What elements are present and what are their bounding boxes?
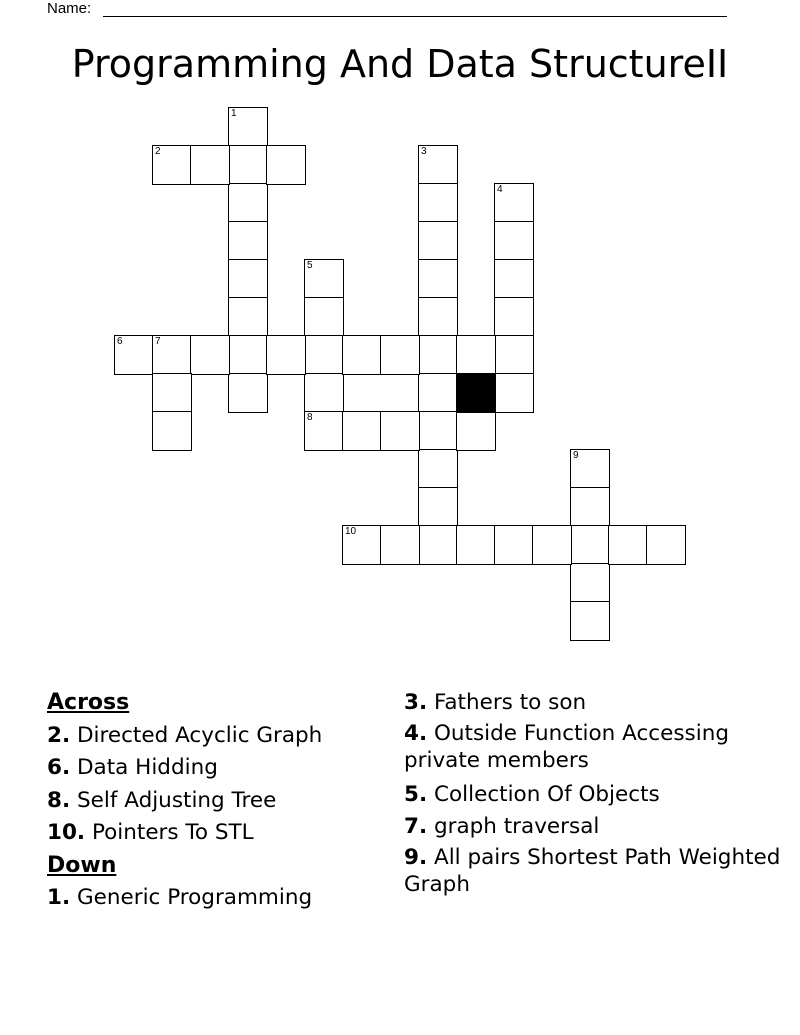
grid-cell[interactable] [419, 374, 457, 412]
grid-cell[interactable] [229, 260, 267, 298]
grid-cell[interactable] [229, 298, 267, 336]
grid-cell[interactable] [647, 526, 685, 564]
grid-cell[interactable] [419, 146, 457, 184]
grid-cell[interactable] [305, 298, 343, 336]
clue-number: 2 [155, 146, 161, 157]
clue-down-1: 1. Generic Programming [47, 885, 313, 910]
grid-cell[interactable] [419, 336, 457, 374]
grid-cell[interactable] [495, 526, 533, 564]
grid-cell[interactable] [305, 260, 343, 298]
grid-cell[interactable] [191, 146, 229, 184]
clue-number: 9 [573, 450, 579, 461]
grid-cell[interactable] [457, 412, 495, 450]
page-title: Programming And Data StructureII [71, 42, 729, 86]
clue-across-10: 10. Pointers To STL [47, 820, 254, 845]
grid-cell[interactable] [419, 412, 457, 450]
grid-cell[interactable] [571, 564, 609, 602]
grid-cell[interactable] [191, 336, 229, 374]
clue-across-2: 2. Directed Acyclic Graph [47, 722, 323, 748]
grid-cell[interactable] [229, 146, 267, 184]
grid-cell[interactable] [115, 336, 153, 374]
clue-number: 10 [345, 526, 357, 537]
grid-cell[interactable] [343, 526, 381, 564]
grid-cell[interactable] [153, 146, 191, 184]
clues-column-left [47, 687, 387, 915]
name-label: Name: [47, 0, 92, 17]
grid-cell[interactable] [229, 222, 267, 260]
clue-number: 4 [497, 184, 503, 195]
clue-number: 3 [421, 146, 427, 157]
clue-down-3: 3. Fathers to son [404, 690, 587, 715]
grid-cell[interactable] [153, 336, 191, 374]
grid-cell[interactable] [495, 260, 533, 298]
grid-cell[interactable] [571, 602, 609, 640]
grid-cell[interactable] [495, 298, 533, 336]
grid-cell[interactable] [153, 412, 191, 450]
clues-column-right [404, 687, 784, 903]
grid-cell[interactable] [305, 374, 343, 412]
name-line [103, 16, 727, 17]
clue-across-6: 6. Data Hidding [47, 755, 218, 780]
grid-cell[interactable] [609, 526, 647, 564]
grid-cell[interactable] [419, 222, 457, 260]
grid-cell[interactable] [305, 412, 343, 450]
grid-cell[interactable] [305, 336, 343, 374]
grid-cell[interactable] [153, 374, 191, 412]
grid-cell[interactable] [343, 336, 381, 374]
clue-across-8: 8. Self Adjusting Tree [47, 787, 277, 813]
clue-number: 8 [307, 412, 313, 423]
grid-cell[interactable] [267, 336, 305, 374]
grid-cell[interactable] [457, 526, 495, 564]
across-heading: Across [47, 690, 130, 715]
grid-cell[interactable] [495, 374, 533, 412]
grid-cell[interactable] [229, 108, 267, 146]
grid-block [457, 374, 495, 412]
grid-cell[interactable] [419, 298, 457, 336]
clue-number: 1 [231, 108, 237, 119]
clue-number: 7 [155, 336, 161, 347]
grid-cell[interactable] [229, 374, 267, 412]
grid-cell[interactable] [495, 184, 533, 222]
grid-cell[interactable] [571, 526, 609, 564]
grid-cell[interactable] [381, 412, 419, 450]
grid-cell[interactable] [495, 222, 533, 260]
grid-cell[interactable] [229, 184, 267, 222]
grid-cell[interactable] [419, 260, 457, 298]
grid-cell[interactable] [267, 146, 305, 184]
down-heading: Down [47, 852, 117, 878]
grid-cell[interactable] [419, 184, 457, 222]
clue-down-5: 5. Collection Of Objects [404, 781, 660, 807]
clue-down-9: 9. All pairs Shortest Path Weighted Graph [404, 844, 781, 897]
clue-number: 6 [117, 336, 123, 347]
grid-cell[interactable] [495, 336, 533, 374]
grid-cell[interactable] [381, 526, 419, 564]
grid-cell[interactable] [571, 488, 609, 526]
grid-cell[interactable] [533, 526, 571, 564]
grid-cell[interactable] [343, 412, 381, 450]
grid-cell[interactable] [229, 336, 267, 374]
grid-cell[interactable] [571, 450, 609, 488]
grid-cell[interactable] [419, 526, 457, 564]
grid-cell[interactable] [419, 450, 457, 488]
grid-cell[interactable] [457, 336, 495, 374]
clue-number: 5 [307, 260, 313, 271]
clue-down-7: 7. graph traversal [404, 814, 600, 839]
grid-cell[interactable] [381, 336, 419, 374]
grid-cell[interactable] [419, 488, 457, 526]
clue-down-4: 4. Outside Function Accessing private members [404, 720, 729, 773]
